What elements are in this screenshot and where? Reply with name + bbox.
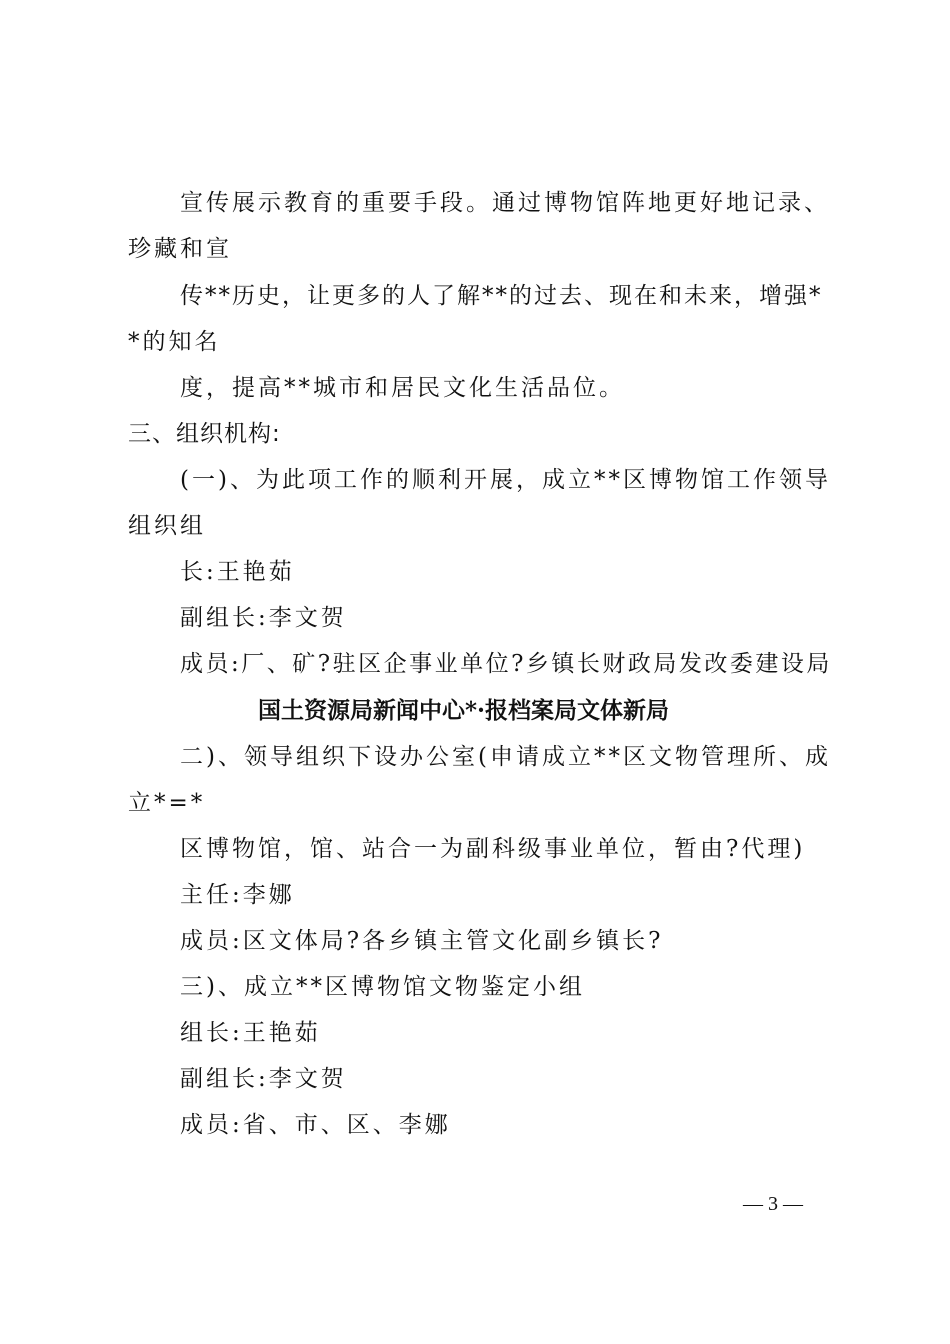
paragraph-line: 成员:区文体局?各乡镇主管文化副乡镇长? — [180, 928, 664, 954]
paragraph-line: 组织组 — [128, 513, 206, 539]
paragraph-line: 三)、成立**区博物馆文物鉴定小组 — [180, 974, 585, 1000]
paragraph-line: 立*=* — [128, 790, 206, 816]
bold-line: 国土资源局新闻中心*·报档案局文体新局 — [258, 697, 670, 724]
paragraph-line: 长:王艳茹 — [180, 559, 295, 585]
page-number: — 3 — — [743, 1193, 803, 1215]
paragraph-line: 区博物馆，馆、站合一为副科级事业单位，暂由?代理) — [180, 836, 806, 862]
paragraph-line: 成员:厂、矿?驻区企事业单位?乡镇长财政局发改委建设局 — [180, 651, 832, 677]
paragraph-line: *的知名 — [128, 329, 221, 355]
section-heading: 三、组织机构: — [128, 421, 281, 447]
paragraph-line: 主任:李娜 — [180, 882, 295, 908]
paragraph-line: 成员:省、市、区、李娜 — [180, 1112, 451, 1138]
paragraph-line: (一)、为此项工作的顺利开展，成立**区博物馆工作领导 — [180, 467, 831, 493]
paragraph-line: 副组长:李文贺 — [180, 605, 347, 631]
paragraph-line: 组长:王艳茹 — [180, 1020, 321, 1046]
paragraph-line: 二)、领导组织下设办公室(申请成立**区文物管理所、成 — [180, 744, 831, 770]
paragraph-line: 珍藏和宣 — [128, 236, 232, 262]
paragraph-line: 传**历史，让更多的人了解**的过去、现在和未来，增强* — [180, 283, 823, 309]
paragraph-line: 副组长:李文贺 — [180, 1066, 347, 1092]
paragraph-line: 度，提高**城市和居民文化生活品位。 — [180, 375, 625, 401]
paragraph-line: 宣传展示教育的重要手段。通过博物馆阵地更好地记录、 — [180, 190, 830, 216]
